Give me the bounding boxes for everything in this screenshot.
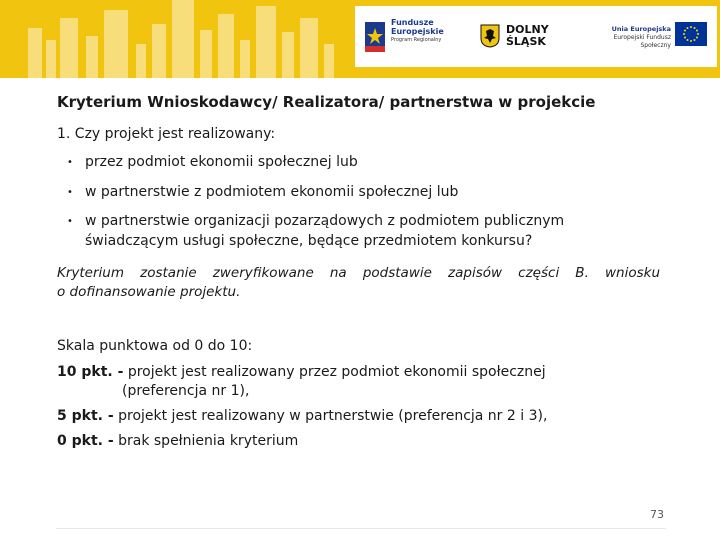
footer-divider: [56, 528, 666, 529]
ds-line2: ŚLĄSK: [506, 35, 546, 48]
verification-line-1: Kryterium zostanie zweryfikowane na podstawie zapisów części B. wniosku: [57, 265, 660, 281]
fe-star-icon: [365, 18, 387, 54]
eu-line1: Unia Europejska: [611, 25, 671, 33]
eu-flag-icon: [675, 22, 707, 46]
question: 1. Czy projekt jest realizowany:: [57, 126, 276, 142]
bullet-3: w partnerstwie organizacji pozarządowych z podmiotem publicznym: [85, 213, 565, 229]
fe-line1: Fundusze: [391, 18, 434, 27]
fe-line2: Europejskie: [391, 27, 444, 36]
logo-bar: [355, 6, 717, 67]
ds-line1: DOLNY: [506, 23, 549, 36]
slide-title: Kryterium Wnioskodawcy/ Realizatora/ partnerstwa w projekcie: [57, 93, 596, 111]
fe-line3: Program Regionalny: [391, 37, 442, 43]
score-10-continuation: (preferencja nr 1),: [122, 383, 250, 399]
score-10: [57, 364, 546, 380]
bullet-dot-2: •: [67, 187, 73, 198]
fundusze-europejskie-logo: [365, 16, 475, 58]
score-0-text: brak spełnienia kryterium: [113, 433, 299, 449]
score-0-label: 0 pkt. -: [57, 433, 114, 449]
bullet-1: przez podmiot ekonomii społecznej lub: [85, 154, 358, 170]
eagle-crest-icon: [480, 24, 500, 48]
bullet-2: w partnerstwie z podmiotem ekonomii społecznej lub: [85, 184, 459, 200]
scale-heading: Skala punktowa od 0 do 10:: [57, 338, 253, 354]
score-10-text: projekt jest realizowany przez podmiot ekonomii społecznej: [123, 364, 546, 380]
dolny-slask-logo: [480, 24, 560, 52]
bullet-3-continuation: świadczącym usługi społeczne, będące przedmiotem konkursu?: [85, 233, 533, 249]
eu-line2: Europejski Fundusz Społeczny: [613, 34, 671, 49]
bullet-dot-1: •: [67, 157, 73, 168]
header-banner: [0, 0, 720, 78]
score-0: [57, 433, 298, 449]
score-5-text: projekt jest realizowany w partnerstwie (preferencja nr 2 i 3),: [113, 408, 548, 424]
bullet-dot-3: •: [67, 216, 73, 227]
score-5-label: 5 pkt. -: [57, 408, 114, 424]
page-number: 73: [650, 508, 664, 521]
score-10-label: 10 pkt. -: [57, 364, 124, 380]
score-5: [57, 408, 547, 424]
verification-line-2: o dofinansowanie projektu.: [57, 284, 241, 300]
unia-europejska-logo: [591, 22, 711, 52]
